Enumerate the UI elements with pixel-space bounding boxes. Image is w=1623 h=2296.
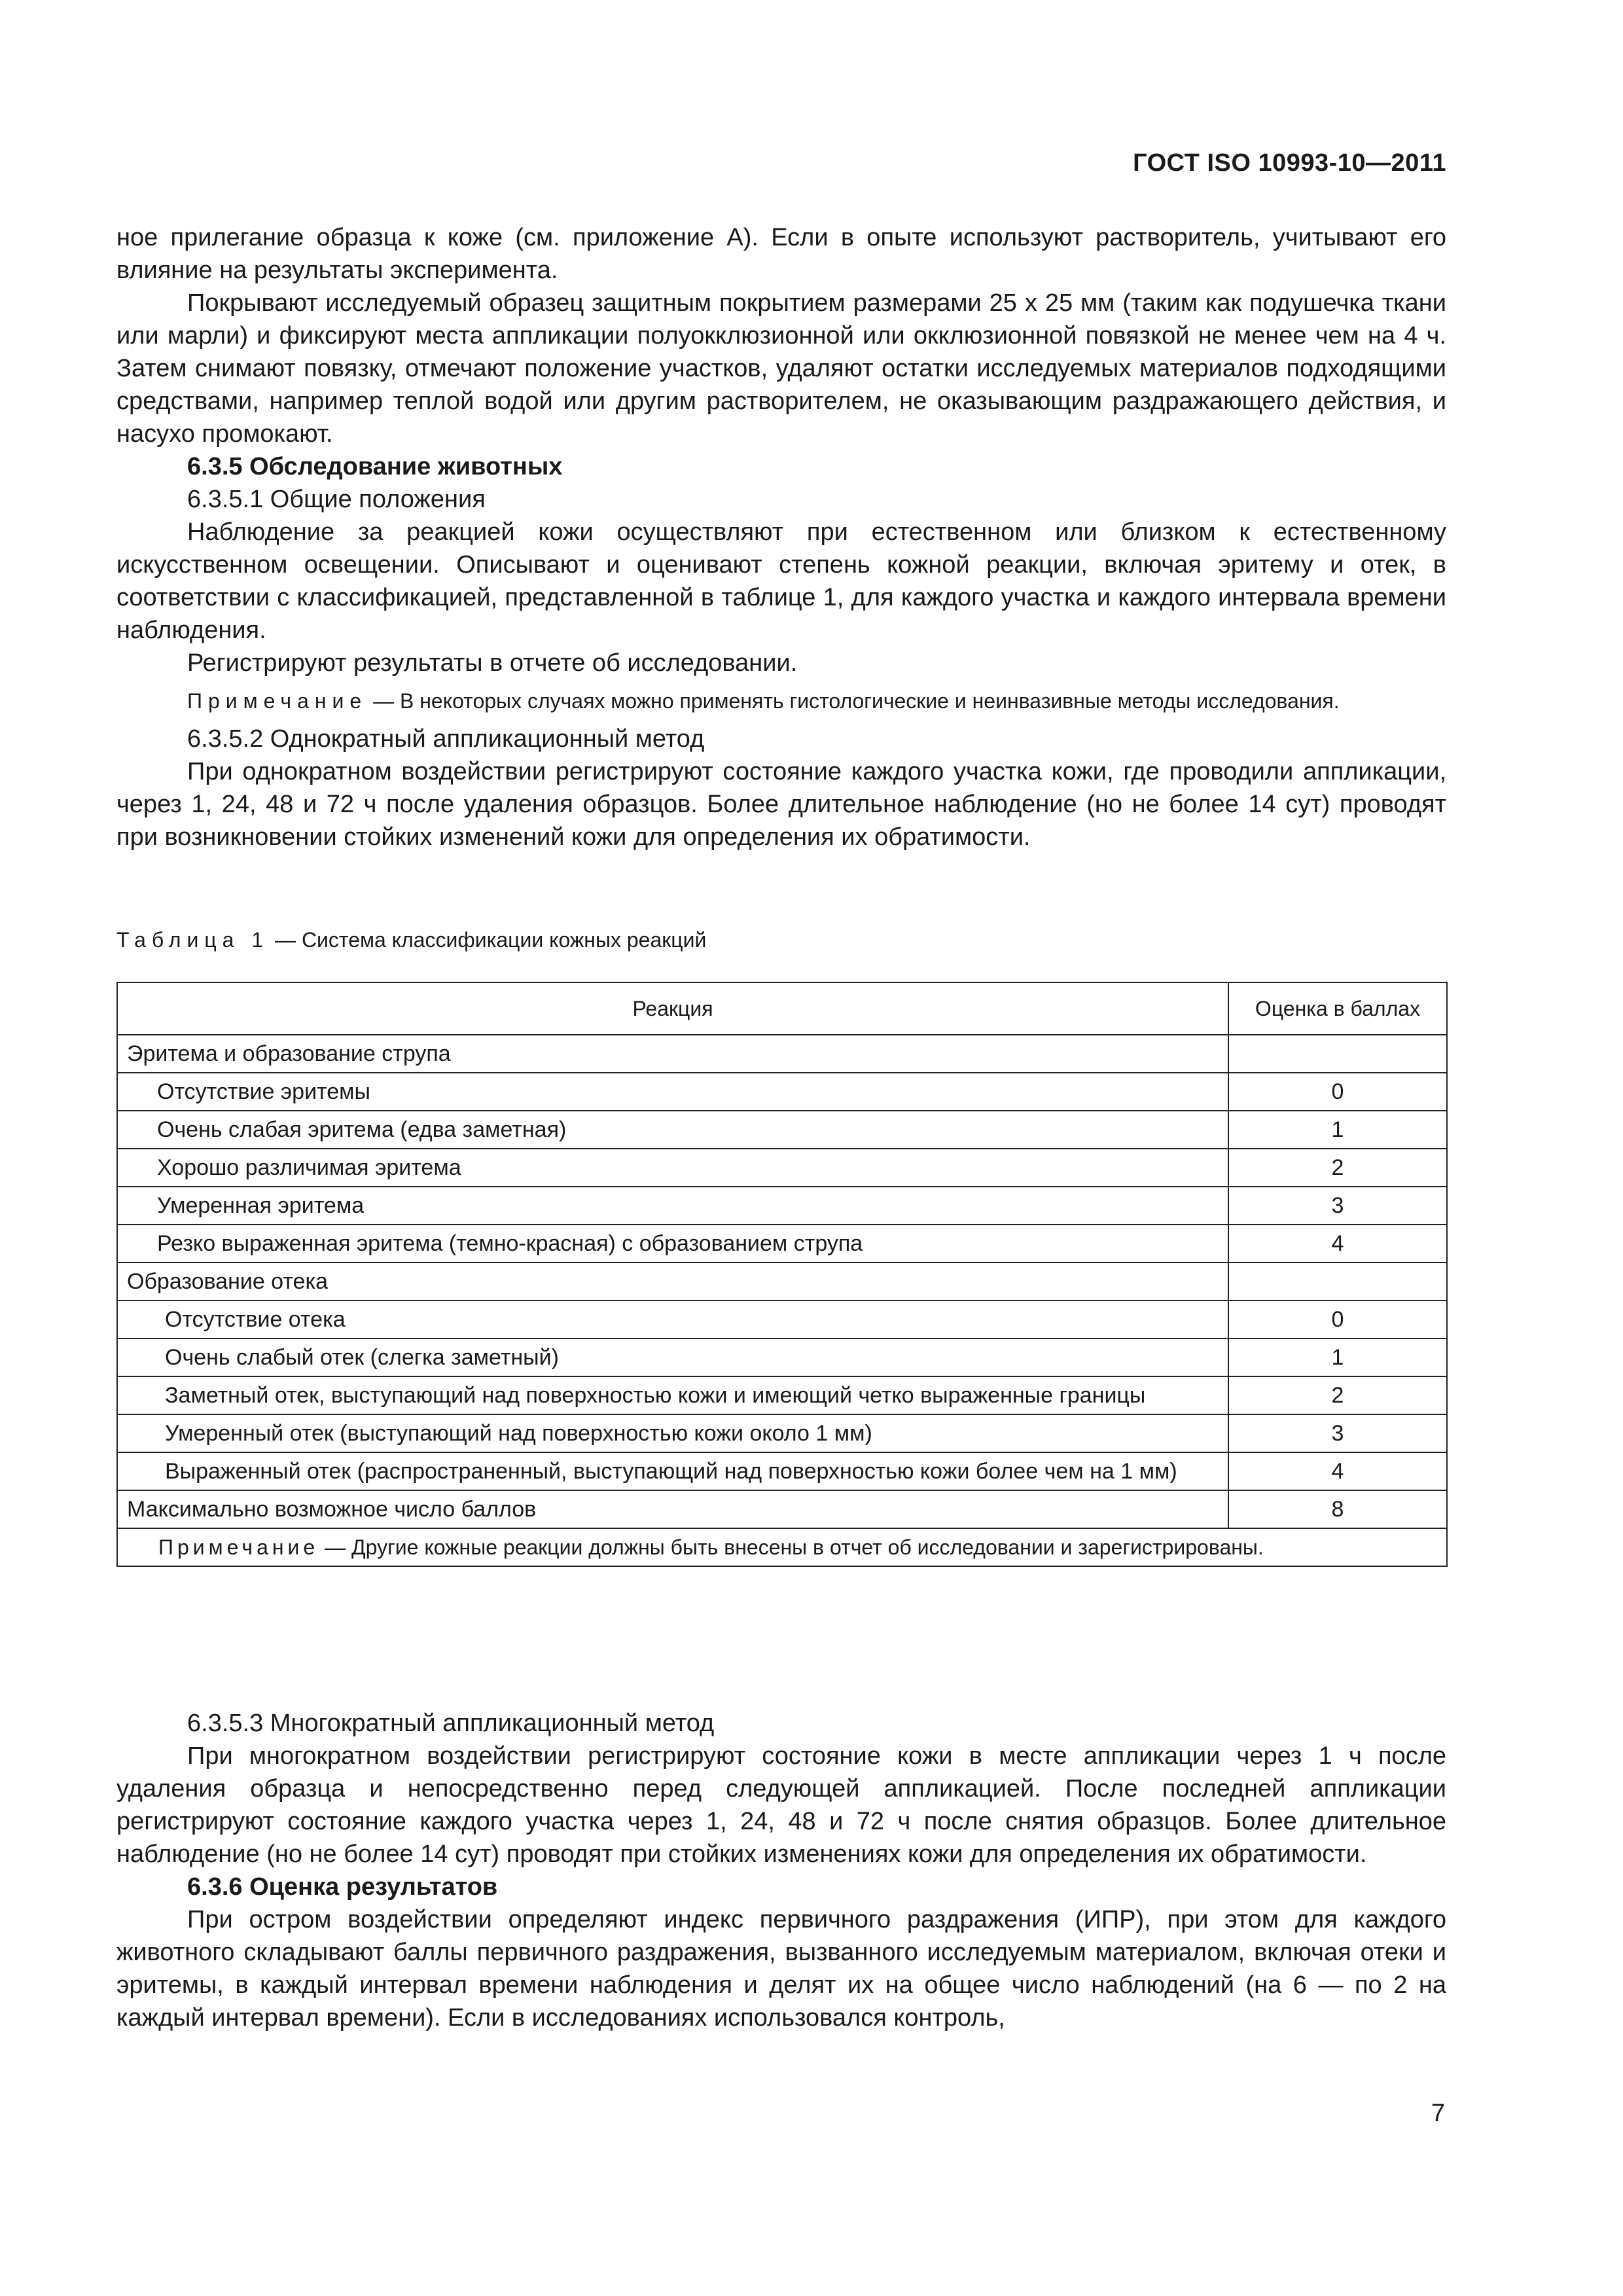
intro-section — [116, 221, 1446, 853]
table-row — [117, 1225, 1447, 1263]
max-score-value: 8 — [1228, 1490, 1447, 1528]
column-header-score: Оценка в баллах — [1228, 982, 1447, 1035]
table-row — [117, 1414, 1447, 1452]
reaction-cell: Очень слабый отек (слегка заметный) — [117, 1338, 1228, 1376]
table-total-row — [117, 1490, 1447, 1528]
note-6-3-5-1 — [116, 687, 1446, 715]
page-number: 7 — [1431, 2100, 1445, 2127]
score-cell: 0 — [1228, 1300, 1447, 1338]
reaction-cell: Заметный отек, выступающий над поверхностью кожи и имеющий четко выраженные границы — [117, 1376, 1228, 1414]
reaction-cell: Отсутствие эритемы — [117, 1073, 1228, 1111]
section-heading-6-3-5: 6.3.5 Обследование животных — [187, 453, 563, 480]
score-cell: 3 — [1228, 1187, 1447, 1225]
section-heading-6-3-6: 6.3.6 Оценка результатов — [187, 1873, 498, 1901]
intro-paragraph-2: Покрывают исследуемый образец защитным покрытием размерами 25 х 25 мм (таким как подушечка ткани или марли) и фиксируют места аппликации полуокклюзионной или окклюзионной повязкой не менее чем на 4 ч. Затем снимают повязку, отмечают положение участков, удаляют остатки исследуемых материалов подходящими средствами, например теплой водой или другим растворителем, не оказывающим раздражающего действия, и насухо промокают. — [116, 289, 1446, 448]
table-row — [117, 1338, 1447, 1376]
column-header-reaction: Реакция — [117, 982, 1228, 1035]
paragraph-single-application: При однократном воздействии регистрируют состояние каждого участка кожи, где проводили аппликации, через 1, 24, 48 и 72 ч после удаления образцов. Более длительное наблюдение (но не более 14 сут) проводят при возникновении стойких изменений кожи для определения их обратимости. — [116, 758, 1446, 851]
intro-paragraph-1: ное прилегание образца к коже (см. приложение А). Если в опыте используют растворитель, учитывают его влияние на результаты эксперимента. — [116, 224, 1446, 284]
table-cell-empty — [1228, 1263, 1447, 1300]
table-group-row — [117, 1263, 1447, 1300]
table-cell-empty — [1228, 1035, 1447, 1073]
score-cell: 1 — [1228, 1111, 1447, 1149]
score-cell: 4 — [1228, 1452, 1447, 1490]
lower-section — [116, 1707, 1446, 2034]
group-label-edema: Образование отека — [117, 1263, 1228, 1300]
document-header: ГОСТ ISO 10993-10—2011 — [1133, 149, 1446, 177]
paragraph-multiple-application: При многократном воздействии регистрируют состояние кожи в месте аппликации через 1 ч после удаления образца и непосредственно перед следующей аппликацией. После последней аппликации регистрируют состояние каждого участка через 1, 24, 48 и 72 ч после снятия образцов. Более длительное наблюдение (но не более 14 сут) проводят при стойких изменениях кожи для определения их обратимости. — [116, 1742, 1446, 1868]
paragraph-evaluation: При остром воздействии определяют индекс первичного раздражения (ИПР), при этом для каждого животного складывают баллы первичного раздражения, вызванного исследуемым материалом, включая отеки и эритемы, в каждый интервал времени наблюдения и делят их на общее число наблюдений (на 6 — по 2 на каждый интервал времени). Если в исследованиях использовался контроль, — [116, 1906, 1446, 2032]
table-note — [117, 1528, 1447, 1566]
max-score-label: Максимально возможное число баллов — [117, 1490, 1228, 1528]
table-row — [117, 1149, 1447, 1187]
table-row — [117, 1187, 1447, 1225]
score-cell: 3 — [1228, 1414, 1447, 1452]
reaction-cell: Выраженный отек (распространенный, выступающий над поверхностью кожи более чем на 1 мм) — [117, 1452, 1228, 1490]
subsection-title-6-3-5-2: 6.3.5.2 Однократный аппликационный метод — [187, 725, 705, 753]
reaction-cell: Умеренная эритема — [117, 1187, 1228, 1225]
note-label: Примечание — [187, 689, 368, 713]
table-row — [117, 1376, 1447, 1414]
table-row — [117, 1073, 1447, 1111]
note-text: — В некоторых случаях можно применять гистологические и неинвазивные методы исследования. — [367, 689, 1340, 713]
table-note-label: Примечание — [158, 1535, 319, 1559]
reaction-cell: Отсутствие отека — [117, 1300, 1228, 1338]
group-label-erythema: Эритема и образование струпа — [117, 1035, 1228, 1073]
table-row — [117, 1300, 1447, 1338]
reaction-cell: Умеренный отек (выступающий над поверхностью кожи около 1 мм) — [117, 1414, 1228, 1452]
table-caption — [116, 928, 706, 952]
score-cell: 0 — [1228, 1073, 1447, 1111]
subsection-title-6-3-5-1: 6.3.5.1 Общие положения — [187, 486, 486, 513]
reaction-cell: Хорошо различимая эритема — [117, 1149, 1228, 1187]
table-row — [117, 1111, 1447, 1149]
score-cell: 2 — [1228, 1149, 1447, 1187]
paragraph-observation: Наблюдение за реакцией кожи осуществляют при естественном или близком к естественному искусственном освещении. Описывают и оценивают степень кожной реакции, включая эритему и отек, в соответствии с классификацией, представленной в таблице 1, для каждого участка и каждого интервала времени наблюдения. — [116, 518, 1446, 644]
score-cell: 1 — [1228, 1338, 1447, 1376]
reaction-cell: Очень слабая эритема (едва заметная) — [117, 1111, 1228, 1149]
score-cell: 2 — [1228, 1376, 1447, 1414]
reaction-cell: Резко выраженная эритема (темно-красная) с образованием струпа — [117, 1225, 1228, 1263]
table-caption-label: Таблица 1 — [116, 928, 270, 952]
paragraph-register: Регистрируют результаты в отчете об исследовании. — [187, 649, 798, 677]
classification-table — [116, 982, 1448, 1567]
table-header-row — [117, 982, 1447, 1035]
table-note-text: — Другие кожные реакции должны быть внесены в отчет об исследовании и зарегистрированы. — [319, 1535, 1264, 1559]
score-cell: 4 — [1228, 1225, 1447, 1263]
table-note-row — [117, 1528, 1447, 1566]
table-group-row — [117, 1035, 1447, 1073]
table-row — [117, 1452, 1447, 1490]
subsection-title-6-3-5-3: 6.3.5.3 Многократный аппликационный метод — [187, 1710, 715, 1737]
table-caption-text: — Система классификации кожных реакций — [269, 928, 707, 952]
